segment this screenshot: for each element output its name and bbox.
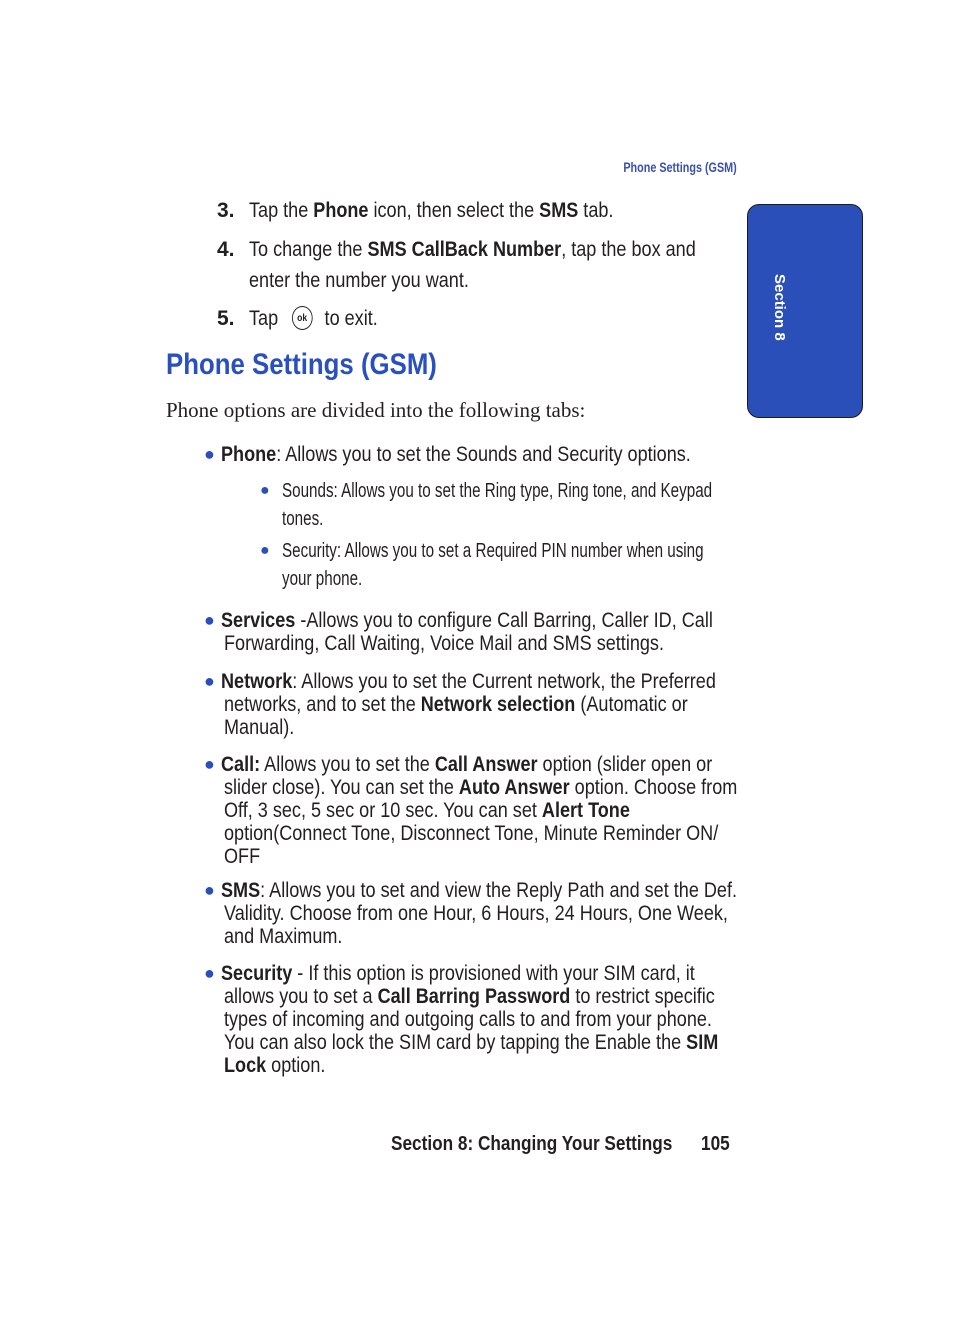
intro-paragraph: Phone options are divided into the following tabs:: [166, 398, 586, 422]
step-text: Tap: [249, 307, 279, 330]
bullet-icon: ●: [204, 610, 215, 630]
step-text: enter the number you want.: [249, 269, 469, 292]
bullet-icon: ●: [260, 542, 270, 559]
bullet-icon: ●: [204, 963, 215, 983]
bullet-icon: ●: [204, 754, 215, 774]
bullet-icon: ●: [260, 482, 270, 499]
step-text: , tap the box and: [561, 238, 696, 261]
running-header: Phone Settings (GSM): [623, 160, 737, 175]
step-text: tab.: [578, 199, 614, 222]
step-number: 4.: [217, 238, 235, 261]
step-text: icon, then select the: [368, 199, 540, 222]
step-bold: Phone: [313, 199, 369, 222]
step-text: Tap the: [249, 199, 314, 222]
step-text: To change the: [249, 238, 368, 261]
step-text: to exit.: [324, 307, 378, 330]
bullet-icon: ●: [204, 444, 215, 464]
step-bold: SMS CallBack Number: [367, 238, 562, 261]
page-footer: Section 8: Changing Your Settings: [391, 1133, 673, 1155]
page-number: 105: [701, 1133, 730, 1155]
bullet-icon: ●: [204, 880, 215, 900]
step-number: 5.: [217, 307, 235, 330]
step-number: 3.: [217, 199, 235, 222]
bullet-icon: ●: [204, 671, 215, 691]
ok-key-icon: ok: [292, 306, 313, 330]
section-heading: Phone Settings (GSM): [166, 348, 437, 381]
section-tab-label: Section 8: [771, 274, 788, 341]
step-bold: SMS: [539, 199, 579, 222]
